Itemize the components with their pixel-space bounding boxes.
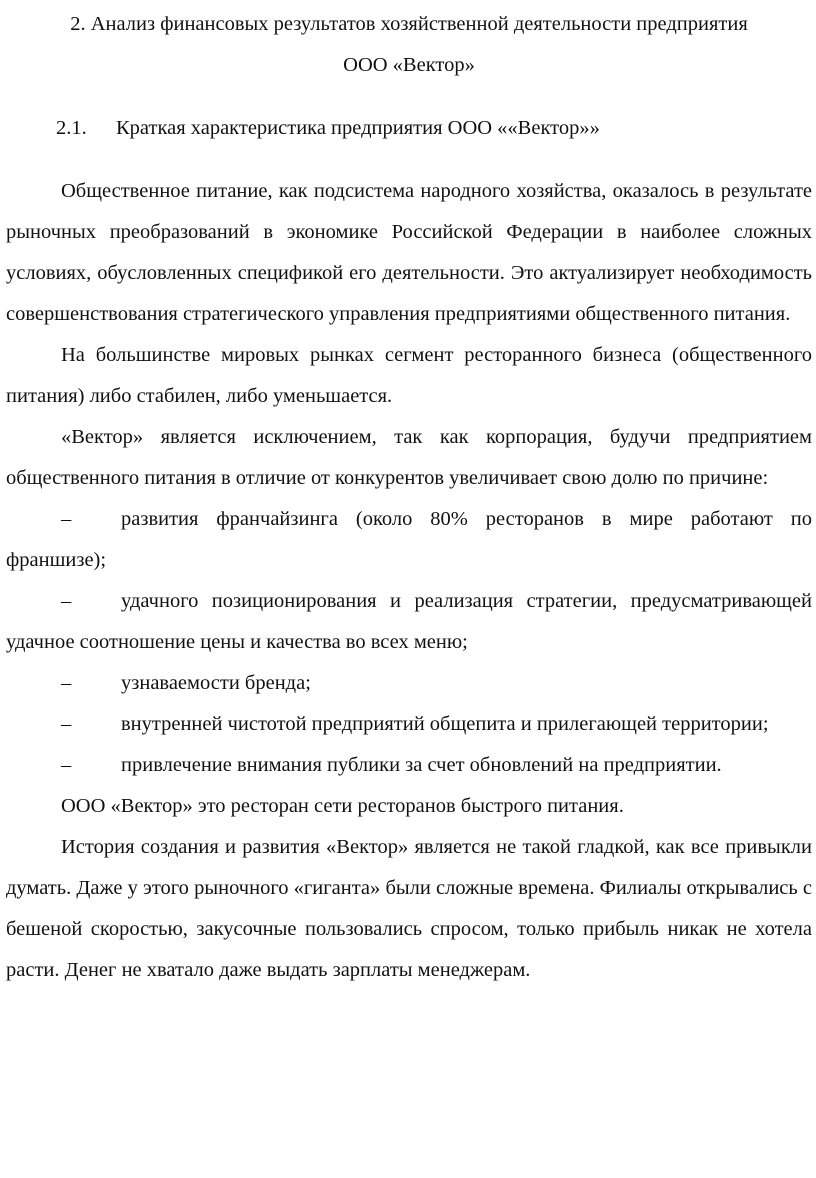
list-dash: –: [61, 672, 72, 694]
paragraph: На большинстве мировых рынках сегмент ресторанного бизнеса (общественного питания) либо стабилен, либо уменьшается.: [6, 344, 812, 407]
list-dash: –: [61, 713, 72, 735]
paragraph: ООО «Вектор» это ресторан сети ресторанов быстрого питания.: [61, 795, 624, 817]
subsection-title: Краткая характеристика предприятия ООО ««Вектор»»: [116, 117, 600, 139]
paragraph: «Вектор» является исключением, так как корпорация, будучи предприятием общественного питания в отличие от конкурентов увеличивает свою долю по причине:: [6, 426, 812, 489]
paragraph: Общественное питание, как подсистема народного хозяйства, оказалось в результате рыночных преобразований в экономике Российской Федерации в наиболее сложных условиях, обусловленных спецификой его деятельности. Это актуализирует необходимость совершенствования стратегического управления предприятиями общественного питания.: [6, 180, 812, 325]
list-item: [6, 704, 812, 745]
list-dash: –: [61, 590, 72, 612]
list-item: [6, 663, 812, 704]
list-item-text: узнаваемости бренда;: [121, 672, 311, 694]
list-item: [6, 745, 812, 786]
list-item: [6, 581, 812, 663]
subsection-heading: [6, 108, 812, 149]
section-heading-line1: 2. Анализ финансовых результатов хозяйственной деятельности предприятия: [70, 13, 748, 35]
section-heading-line2: ООО «Вектор»: [343, 54, 475, 76]
paragraph: История создания и развития «Вектор» является не такой гладкой, как все привыкли думать. Даже у этого рыночного «гиганта» были сложные времена. Филиалы открывались с бешеной скоростью, закусочные пользовались спросом, только прибыль никак не хотела расти. Денег не хватало даже выдать зарплаты менеджерам.: [6, 836, 812, 981]
list-dash: –: [61, 754, 72, 776]
list-item: [6, 499, 812, 581]
subsection-number: 2.1.: [56, 117, 87, 139]
list-item-text: удачного позиционирования и реализация стратегии, предусматривающей удачное соотношение цены и качества во всех меню;: [6, 590, 812, 653]
list-item-text: привлечение внимания публики за счет обновлений на предприятии.: [121, 754, 722, 776]
list-dash: –: [61, 508, 72, 530]
list-item-text: развития франчайзинга (около 80% ресторанов в мире работают по франшизе);: [6, 508, 812, 571]
list-item-text: внутренней чистотой предприятий общепита и прилегающей территории;: [121, 713, 769, 735]
